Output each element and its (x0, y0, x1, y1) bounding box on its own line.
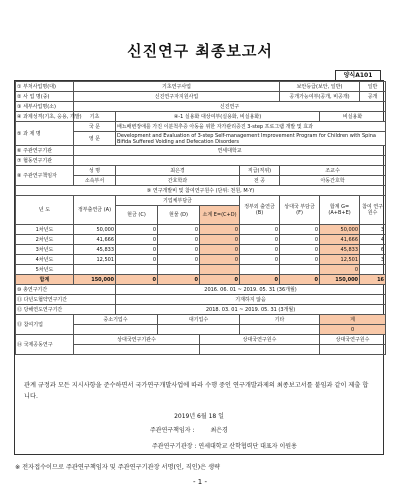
companies-large-value (158, 325, 240, 335)
budget-cell-n (360, 265, 386, 275)
budget-header-1 (16, 196, 386, 206)
kor-title: 배뇨배변장애를 가진 이분척추증 아동을 위한 자가관리증진 3-step 프로그램 개발 및 효과 (116, 122, 386, 132)
total-period-value: 2016. 06. 01 ~ 2019. 05. 31 (36개월) (116, 285, 386, 295)
row-ministry (16, 82, 386, 92)
budget-cell-n: 4 (360, 235, 386, 245)
pi-label: ⑧ 주관연구책임자 (16, 166, 74, 186)
eng-title: Development and Evaluation of 3-step Self-management Improvement Program for Children with Spina Bifida Suffered Voiding and Defecation Disorders (116, 132, 386, 146)
row-pi-1 (16, 166, 386, 176)
program-value: 신진연구자지원사업 (74, 92, 280, 102)
pi-dept: 간호학과 (116, 176, 240, 186)
budget-cell-n: 3 (360, 255, 386, 265)
ministry-value: 기초연구사업 (74, 82, 280, 92)
budget-cell-y: 1차년도 (16, 225, 74, 235)
companies-label: ⑬ 참여기업 (16, 315, 74, 335)
budget-title: ⑨ 연구개발비 및 참여연구원수 (단위: 천원, M·Y) (16, 186, 386, 196)
row-companies-h (16, 315, 386, 325)
practical-value: 비실용화 (320, 112, 386, 122)
budget-gov-header: 정부출연금 (A) (74, 196, 116, 225)
budget-cell-c: 0 (116, 255, 158, 265)
total-sum: 150,000 (320, 275, 360, 285)
multiyear-value: 기재하지 않음 (116, 295, 386, 305)
row-multiyear (16, 295, 386, 305)
budget-cell-c: 0 (116, 225, 158, 235)
row-total-period (16, 285, 386, 295)
pi-name: 최은경 (116, 166, 240, 176)
budget-cell-y: 4차년도 (16, 255, 74, 265)
intl-researchers-value (200, 345, 320, 355)
budget-local-header: 정부외 출연금 (B) (240, 196, 280, 225)
budget-cell-f: 0 (280, 255, 320, 265)
intl-institutes-value (74, 345, 200, 355)
budget-cell-y: 2차년도 (16, 235, 74, 245)
page-number: - 1 - (193, 478, 207, 486)
pi-dept-header: 소속부서 (74, 176, 116, 186)
budget-cell-f: 0 (280, 225, 320, 235)
companies-other-value (240, 325, 320, 335)
nature-label: ④ 과제성격(기초, 응용, 개발) (17, 113, 82, 120)
intl-institutes-header: 상대국연구기관수 (74, 335, 200, 345)
form-code: 양식A101 (335, 70, 381, 82)
kor-tag: 국 문 (74, 122, 116, 132)
project-title-label: ⑤ 과 제 명 (16, 122, 74, 146)
budget-total-row (16, 275, 386, 285)
budget-cell-f: 0 (280, 235, 320, 245)
budget-row (16, 225, 386, 235)
public-value: 공개 (360, 92, 386, 102)
budget-inkind-header: 현물 (D) (158, 206, 200, 225)
budget-other-header: 상대국 부담금 (F) (280, 196, 320, 225)
budget-year-header: 년 도 (16, 196, 74, 225)
budget-row (16, 265, 386, 275)
pi-position-header: 직급(직위) (240, 166, 280, 176)
pi-name-header: 성 명 (74, 166, 116, 176)
companies-total-value: 0 (320, 325, 386, 335)
pi-signature (150, 425, 228, 434)
companies-sme-header: 중소기업수 (74, 315, 158, 325)
budget-staff-header: 참여 연구원수 (360, 196, 386, 225)
budget-cell-a: 45,833 (74, 245, 116, 255)
budget-cell-g: 12,501 (320, 255, 360, 265)
budget-cell-d (158, 265, 200, 275)
total-year: 합계 (16, 275, 74, 285)
budget-cell-b: 0 (240, 255, 280, 265)
current-period-label: ⑫ 당해연도연구기간 (16, 305, 116, 315)
row-nature (16, 112, 386, 122)
budget-cell-e: 0 (200, 235, 240, 245)
eng-tag: 영 문 (74, 132, 116, 146)
budget-cell-f (280, 265, 320, 275)
practical-label: ④-1 실용화 대상여부(실용화, 비실용화) (116, 112, 320, 122)
row-title-kor (16, 122, 386, 132)
budget-cell-d: 0 (158, 255, 200, 265)
row-budget-title (16, 186, 386, 196)
budget-cell-b: 0 (240, 235, 280, 245)
budget-cash-header: 현금 (C) (116, 206, 158, 225)
security-label: 보안등급(보안, 일반) (280, 82, 360, 92)
companies-large-header: 대기업수 (158, 315, 240, 325)
budget-private-header: 기업체부담금 (116, 196, 240, 206)
institution-signature: 주관연구기관장 : 연세대학교 산학협력단 대표자 이원용 (152, 443, 297, 450)
budget-cell-c: 0 (116, 235, 158, 245)
row-host (16, 146, 386, 156)
submission-date: 2019년 6월 18 일 (174, 413, 224, 420)
budget-cell-g: 50,000 (320, 225, 360, 235)
budget-row (16, 255, 386, 265)
page-title: 신진연구 최종보고서 (127, 42, 273, 60)
budget-sum-header: 합계 G=(A+B+E) (320, 196, 360, 225)
row-program (16, 92, 386, 102)
pi-major: 아동간호학 (280, 176, 386, 186)
budget-cell-e (200, 265, 240, 275)
companies-other-header: 기타 (240, 315, 320, 325)
budget-cell-b: 0 (240, 225, 280, 235)
budget-cell-b (240, 265, 280, 275)
budget-cell-g: 0 (320, 265, 360, 275)
host-label: ⑥ 주관연구기관 (16, 146, 74, 156)
footnote: ※ 전자접수이므로 주관연구책임자 및 주관연구기관장 서명(인, 직인)은 생략 (15, 464, 221, 471)
total-period-label: ⑩ 총연구기간 (16, 285, 116, 295)
row-intl-h (16, 335, 386, 345)
subprogram-value: 신진연구 (74, 102, 386, 112)
ministry-label: ① 부처사업명(대) (16, 82, 74, 92)
budget-cell-a: 12,501 (74, 255, 116, 265)
multiyear-label: ⑪ 다년도협약연구기간 (16, 295, 116, 305)
budget-cell-n: 6 (360, 245, 386, 255)
total-staff: 16 (360, 275, 386, 285)
budget-cell-g: 41,666 (320, 235, 360, 245)
budget-cell-d: 0 (158, 245, 200, 255)
row-subprogram (16, 102, 386, 112)
budget-cell-y: 5차년도 (16, 265, 74, 275)
companies-sme-value (74, 325, 158, 335)
budget-cell-e: 0 (200, 225, 240, 235)
budget-subtotal-header: 소계 E=(C+D) (200, 206, 240, 225)
budget-cell-b: 0 (240, 245, 280, 255)
pi-signature-label: 주관연구책임자 : (150, 427, 195, 434)
budget-cell-f: 0 (280, 245, 320, 255)
budget-cell-y: 3차년도 (16, 245, 74, 255)
coop-value (74, 156, 386, 166)
subprogram-label: ③ 세부사업명(소) (16, 102, 74, 112)
security-value: 일반 (360, 82, 386, 92)
budget-cell-e: 0 (200, 255, 240, 265)
budget-cell-a: 41,666 (74, 235, 116, 245)
row-current-period (16, 305, 386, 315)
budget-cell-c (116, 265, 158, 275)
pi-signature-name: 최은경 (210, 427, 228, 434)
budget-cell-c: 0 (116, 245, 158, 255)
budget-cell-g: 45,833 (320, 245, 360, 255)
info-table (15, 81, 386, 355)
total-other: 0 (280, 275, 320, 285)
total-local: 0 (240, 275, 280, 285)
total-subtotal: 0 (200, 275, 240, 285)
intl-researchers2-header: 상대국연구원수 (320, 335, 386, 345)
budget-row (16, 235, 386, 245)
intl-researchers-header: 상대국연구원수 (200, 335, 320, 345)
submission-statement: 관계 규정과 모든 지시사항을 준수하면서 국가연구개발사업에 따라 수행 중인 연구개발과제의 최종보고서를 붙임과 같이 제출 합니다. (24, 382, 369, 400)
total-gov: 150,000 (74, 275, 116, 285)
budget-cell-a (74, 265, 116, 275)
companies-total-header: 계 (320, 315, 386, 325)
coop-label: ⑦ 협동연구기관 (16, 156, 74, 166)
budget-cell-d: 0 (158, 225, 200, 235)
pi-major-header: 전 공 (240, 176, 280, 186)
program-label: ② 사 업 명(중) (16, 92, 74, 102)
current-period-value: 2018. 03. 01 ~ 2019. 05. 31 (3개월) (116, 305, 386, 315)
total-cash: 0 (116, 275, 158, 285)
intl-label: ⑭ 국제공동연구 (16, 335, 74, 355)
public-label: 공개가능여부(공개, 비공개) (280, 92, 360, 102)
pi-position: 조교수 (280, 166, 386, 176)
host-value: 연세대학교 (74, 146, 386, 156)
intl-researchers2-value (320, 345, 386, 355)
budget-cell-n: 3 (360, 225, 386, 235)
budget-cell-a: 50,000 (74, 225, 116, 235)
budget-cell-d: 0 (158, 235, 200, 245)
row-coop (16, 156, 386, 166)
total-inkind: 0 (158, 275, 200, 285)
budget-cell-e: 0 (200, 245, 240, 255)
budget-row (16, 245, 386, 255)
nature-value: 기초 (74, 112, 116, 122)
